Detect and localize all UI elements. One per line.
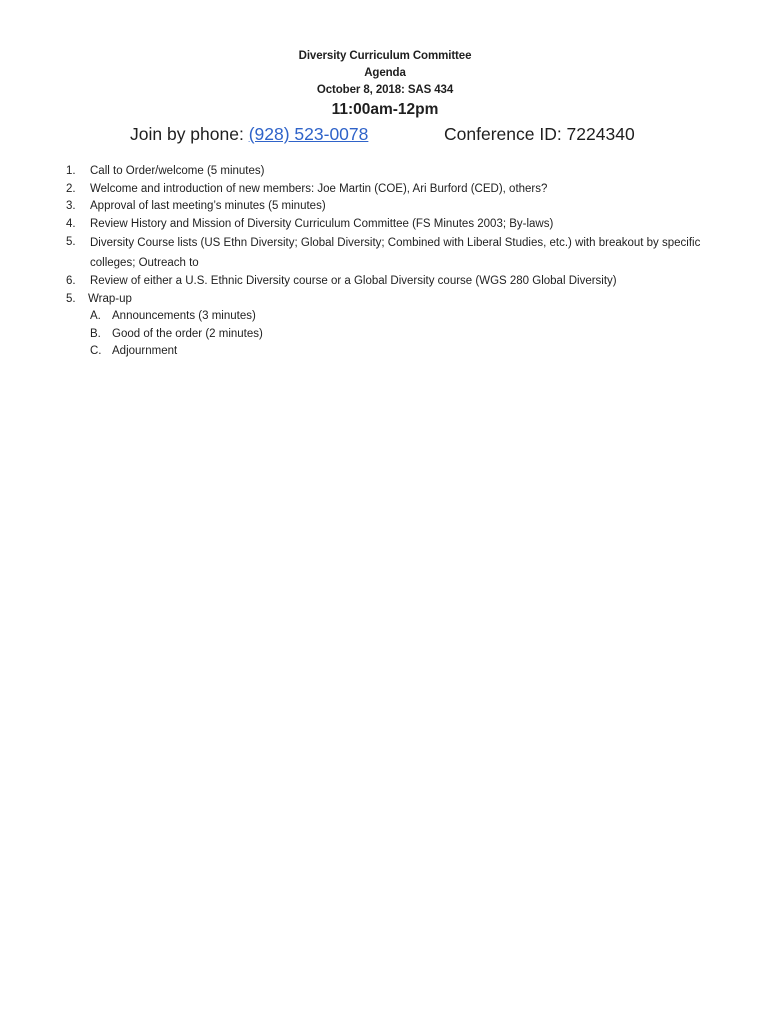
agenda-item [66, 233, 726, 273]
item-number: 6. [66, 275, 76, 287]
agenda-item [66, 291, 726, 309]
agenda-subitem [66, 343, 726, 361]
agenda-list [66, 163, 726, 361]
phone-line [130, 122, 368, 146]
agenda-item [66, 181, 726, 199]
subitem-letter: A. [90, 310, 101, 322]
item-text: Review of either a U.S. Ethnic Diversity course or a Global Diversity course (WGS 280 Global Diversity) [90, 275, 617, 287]
agenda-subitem [66, 308, 726, 326]
item-text: Approval of last meeting’s minutes (5 minutes) [90, 200, 326, 212]
item-text: Wrap-up [88, 292, 132, 305]
conference-id: Conference ID: 7224340 [444, 124, 635, 144]
subitem-text: Adjournment [112, 345, 178, 357]
phone-label: Join by phone: [130, 124, 249, 144]
item-text: Review History and Mission of Diversity Curriculum Committee (FS Minutes 2003; By-laws) [90, 217, 554, 230]
subitem-text: Announcements (3 minutes) [112, 310, 256, 322]
agenda-item [66, 216, 726, 234]
subitem-letter: C. [90, 345, 102, 357]
item-text: Call to Order/welcome (5 minutes) [90, 165, 265, 177]
agenda-heading: Agenda [364, 67, 406, 79]
item-number: 2. [66, 182, 76, 195]
subitem-letter: B. [90, 327, 101, 340]
item-number: 5. [66, 236, 76, 248]
subitem-text: Good of the order (2 minutes) [112, 327, 263, 340]
item-text: Diversity Course lists (US Ethn Diversity; Global Diversity; Combined with Liberal Studies, etc.) with breakout by specific colleges; Outreach to [90, 237, 701, 269]
item-number: 5. [66, 292, 76, 305]
item-number: 3. [66, 200, 76, 212]
agenda-item [66, 273, 726, 291]
phone-number-link[interactable]: (928) 523-0078 [248, 124, 369, 144]
agenda-subitem [66, 326, 726, 344]
agenda-item [66, 163, 726, 181]
date-location: October 8, 2018: SAS 434 [316, 84, 454, 96]
item-number: 4. [66, 217, 76, 230]
meeting-time: 11:00am-12pm [331, 101, 439, 118]
item-text: Welcome and introduction of new members: Joe Martin (COE), Ari Burford (CED), others? [90, 182, 548, 195]
agenda-item [66, 198, 726, 216]
item-number: 1. [66, 165, 76, 177]
committee-title: Diversity Curriculum Committee [298, 50, 472, 62]
